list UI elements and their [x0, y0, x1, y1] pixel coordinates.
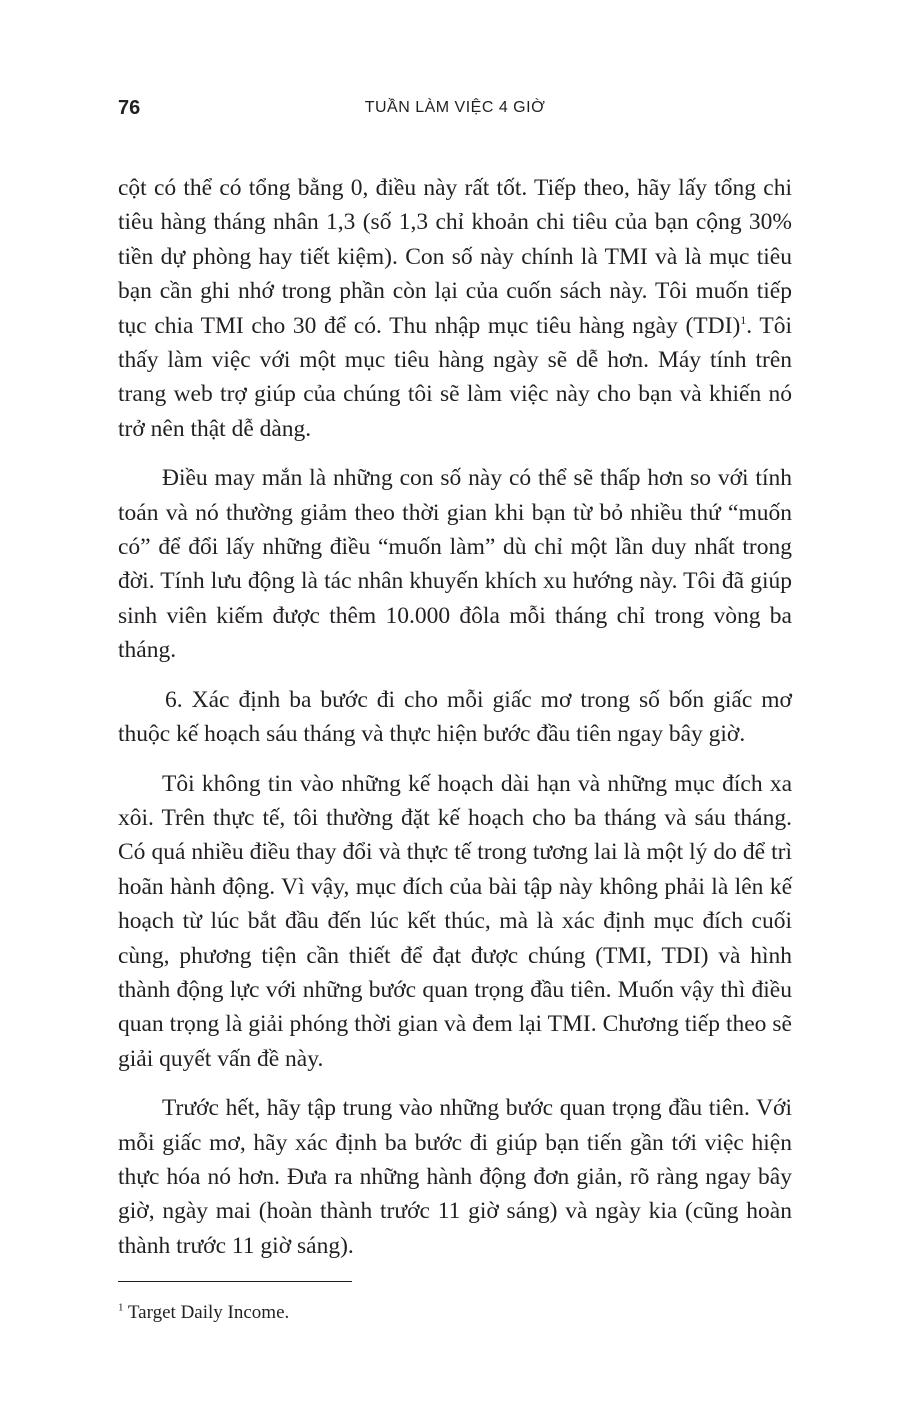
footnote-text: Target Daily Income. — [123, 1302, 290, 1323]
page-number: 76 — [118, 97, 141, 119]
running-title: TUẦN LÀM VIỆC 4 GIỜ — [364, 99, 546, 116]
footnote — [118, 1300, 289, 1326]
paragraph-4: Tôi không tin vào những kế hoạch dài hạn và những mục đích xa xôi. Trên thực tế, tôi thường đặt kế hoạch cho ba tháng và sáu tháng. Có quá nhiều điều thay đổi và thực tế trong tương lai là một lý do để trì hoãn hành động. Vì vậy, mục đích của bài tập này không phải là lên kế hoạch từ lúc bắt đầu đến lúc kết thúc, mà là xác định mục đích cuối cùng, phương tiện cần thiết để đạt được chúng (TMI, TDI) và hình thành động lực với những bước quan trọng đầu tiên. Muốn vậy thì điều quan trọng là giải phóng thời gian và đem lại TMI. Chương tiếp theo sẽ giải quyết vấn đề này. — [118, 770, 792, 1072]
paragraph-2: Điều may mắn là những con số này có thể sẽ thấp hơn so với tính toán và nó thường giảm theo thời gian khi bạn từ bỏ nhiều thứ “muốn có” để đổi lấy những điều “muốn làm” dù chỉ một lần duy nhất trong đời. Tính lưu động là tác nhân khuyến khích xu hướng này. Tôi đã giúp sinh viên kiếm được thêm 10.000 đôla mỗi tháng chỉ trong vòng ba tháng. — [118, 465, 792, 664]
body-text — [118, 171, 792, 1278]
footnote-reference: 1 — [740, 312, 747, 327]
paragraph-1-text-a: cột có thể có tổng bằng 0, điều này rất tốt. Tiếp theo, hãy lấy tổng chi tiêu hàng tháng nhân 1,3 (số 1,3 chỉ khoản chi tiêu của bạn cộng 30% tiền dự phòng hay tiết kiệm). Con số này chính là TMI và là mục tiêu bạn cần ghi nhớ trong phần còn lại của cuốn sách này. Tôi muốn tiếp tục chia TMI cho 30 để có. Thu nhập mục tiêu hàng ngày (TDI) — [118, 175, 792, 339]
paragraph-1 — [118, 171, 792, 446]
paragraph-1-text-b: . Tôi thấy làm việc với một mục tiêu hàng ngày sẽ dễ hơn. Máy tính trên trang web trợ giúp của chúng tôi sẽ làm việc này cho bạn và khiến nó trở nên thật dễ dàng. — [118, 312, 792, 442]
footnote-marker: 1 — [118, 1301, 124, 1314]
paragraph-3-list-item: 6. Xác định ba bước đi cho mỗi giấc mơ trong số bốn giấc mơ thuộc kế hoạch sáu tháng và thực hiện bước đầu tiên ngay bây giờ. — [118, 686, 792, 748]
footnote-divider — [118, 1281, 352, 1282]
paragraph-5: Trước hết, hãy tập trung vào những bước quan trọng đầu tiên. Với mỗi giấc mơ, hãy xác định ba bước đi giúp bạn tiến gần tới việc hiện thực hóa nó hơn. Đưa ra những hành động đơn giản, rõ ràng ngay bây giờ, ngày mai (hoàn thành trước 11 giờ sáng) và ngày kia (cũng hoàn thành trước 11 giờ sáng). — [118, 1095, 792, 1259]
